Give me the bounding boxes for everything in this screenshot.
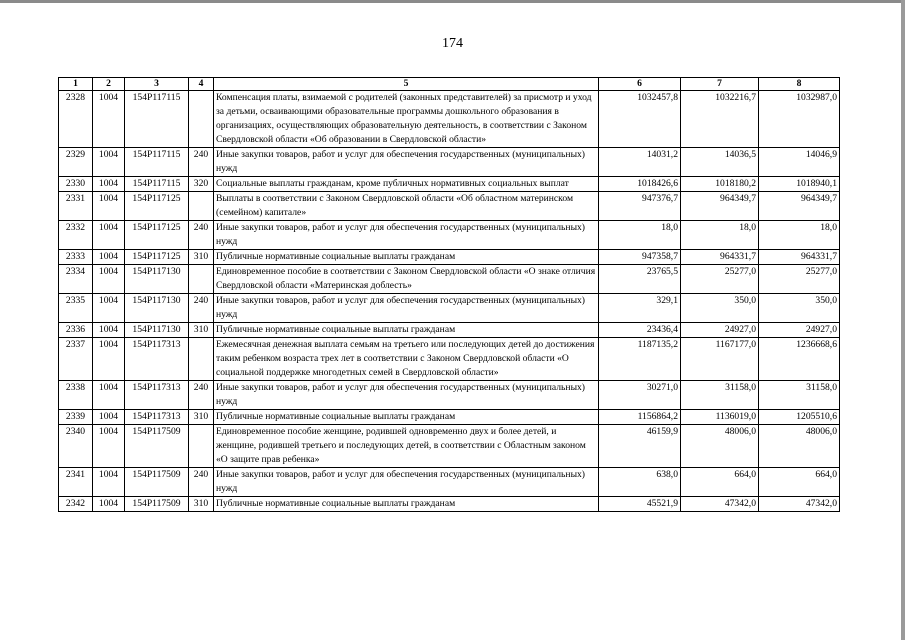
amount-col8-cell: 18,0 [759,221,840,250]
amount-col8-cell: 48006,0 [759,425,840,468]
section-code-cell: 1004 [93,294,125,323]
column-header: 6 [599,78,681,91]
expense-type-cell: 310 [189,410,214,425]
description-cell: Иные закупки товаров, работ и услуг для обеспечения государственных (муниципальных) нужд [214,148,599,177]
expense-type-cell: 240 [189,381,214,410]
table-row [59,323,840,338]
row-number-cell: 2336 [59,323,93,338]
amount-col6-cell: 1187135,2 [599,338,681,381]
amount-col8-cell: 24927,0 [759,323,840,338]
amount-col8-cell: 1032987,0 [759,91,840,148]
description-cell: Иные закупки товаров, работ и услуг для обеспечения государственных (муниципальных) нужд [214,468,599,497]
expense-type-cell [189,265,214,294]
expense-type-cell: 310 [189,250,214,265]
row-number-cell: 2328 [59,91,93,148]
row-number-cell: 2331 [59,192,93,221]
section-code-cell: 1004 [93,192,125,221]
expense-type-cell [189,91,214,148]
amount-col6-cell: 1032457,8 [599,91,681,148]
target-article-cell: 154P117125 [125,192,189,221]
target-article-cell: 154P117130 [125,265,189,294]
section-code-cell: 1004 [93,91,125,148]
expense-type-cell: 240 [189,468,214,497]
description-cell: Иные закупки товаров, работ и услуг для обеспечения государственных (муниципальных) нужд [214,381,599,410]
amount-col6-cell: 46159,9 [599,425,681,468]
budget-table [58,77,840,512]
table-row [59,265,840,294]
row-number-cell: 2338 [59,381,93,410]
page-number: 174 [442,36,463,51]
table-body [59,91,840,512]
section-code-cell: 1004 [93,410,125,425]
description-cell: Выплаты в соответствии с Законом Свердловской области «Об областном материнском (семейном) капитале» [214,192,599,221]
amount-col8-cell: 350,0 [759,294,840,323]
target-article-cell: 154P117115 [125,91,189,148]
expense-type-cell: 320 [189,177,214,192]
row-number-cell: 2334 [59,265,93,294]
section-code-cell: 1004 [93,148,125,177]
table-row [59,250,840,265]
amount-col8-cell: 1205510,6 [759,410,840,425]
amount-col7-cell: 18,0 [681,221,759,250]
table-row [59,91,840,148]
expense-type-cell [189,425,214,468]
description-cell: Единовременное пособие в соответствии с Законом Свердловской области «О знаке отличия Свердловской области «Материнская доблесть» [214,265,599,294]
section-code-cell: 1004 [93,381,125,410]
column-header: 1 [59,78,93,91]
table-row [59,338,840,381]
amount-col7-cell: 1032216,7 [681,91,759,148]
amount-col6-cell: 23765,5 [599,265,681,294]
expense-type-cell [189,338,214,381]
row-number-cell: 2340 [59,425,93,468]
target-article-cell: 154P117313 [125,381,189,410]
table-row [59,177,840,192]
amount-col6-cell: 30271,0 [599,381,681,410]
amount-col8-cell: 1018940,1 [759,177,840,192]
amount-col8-cell: 964349,7 [759,192,840,221]
row-number-cell: 2333 [59,250,93,265]
amount-col6-cell: 1018426,6 [599,177,681,192]
expense-type-cell: 310 [189,497,214,512]
amount-col7-cell: 1018180,2 [681,177,759,192]
target-article-cell: 154P117125 [125,221,189,250]
row-number-cell: 2339 [59,410,93,425]
target-article-cell: 154P117115 [125,177,189,192]
section-code-cell: 1004 [93,468,125,497]
table-row [59,192,840,221]
expense-type-cell: 310 [189,323,214,338]
table-row [59,425,840,468]
expense-type-cell: 240 [189,221,214,250]
description-cell: Публичные нормативные социальные выплаты гражданам [214,410,599,425]
expense-type-cell: 240 [189,294,214,323]
expense-type-cell [189,192,214,221]
column-header: 2 [93,78,125,91]
column-header: 5 [214,78,599,91]
amount-col6-cell: 23436,4 [599,323,681,338]
amount-col8-cell: 664,0 [759,468,840,497]
target-article-cell: 154P117509 [125,468,189,497]
column-header: 8 [759,78,840,91]
target-article-cell: 154P117125 [125,250,189,265]
section-code-cell: 1004 [93,323,125,338]
description-cell: Социальные выплаты гражданам, кроме публичных нормативных социальных выплат [214,177,599,192]
description-cell: Публичные нормативные социальные выплаты гражданам [214,250,599,265]
target-article-cell: 154P117115 [125,148,189,177]
expense-type-cell: 240 [189,148,214,177]
table-row [59,148,840,177]
amount-col8-cell: 964331,7 [759,250,840,265]
description-cell: Ежемесячная денежная выплата семьям на третьего или последующих детей до достижения таким ребенком возраста трех лет в соответствии с Законом Свердловской области «О социальной поддержке многодетных семей в Свердловской области» [214,338,599,381]
amount-col7-cell: 48006,0 [681,425,759,468]
description-cell: Иные закупки товаров, работ и услуг для обеспечения государственных (муниципальных) нужд [214,221,599,250]
amount-col7-cell: 1136019,0 [681,410,759,425]
target-article-cell: 154P117509 [125,497,189,512]
amount-col7-cell: 47342,0 [681,497,759,512]
column-header: 7 [681,78,759,91]
amount-col8-cell: 14046,9 [759,148,840,177]
section-code-cell: 1004 [93,265,125,294]
amount-col8-cell: 31158,0 [759,381,840,410]
table-row [59,410,840,425]
section-code-cell: 1004 [93,338,125,381]
section-code-cell: 1004 [93,221,125,250]
table-row [59,294,840,323]
column-header: 3 [125,78,189,91]
row-number-cell: 2337 [59,338,93,381]
amount-col7-cell: 964331,7 [681,250,759,265]
amount-col6-cell: 329,1 [599,294,681,323]
amount-col6-cell: 638,0 [599,468,681,497]
table-row [59,381,840,410]
scan-border-right [901,0,905,640]
amount-col7-cell: 1167177,0 [681,338,759,381]
amount-col6-cell: 947376,7 [599,192,681,221]
amount-col8-cell: 1236668,6 [759,338,840,381]
amount-col6-cell: 18,0 [599,221,681,250]
row-number-cell: 2342 [59,497,93,512]
target-article-cell: 154P117130 [125,323,189,338]
section-code-cell: 1004 [93,177,125,192]
section-code-cell: 1004 [93,250,125,265]
description-cell: Компенсация платы, взимаемой с родителей (законных представителей) за присмотр и уход за детьми, осваивающими образовательные программы дошкольного образования в организациях, осуществляющих образовательную деятельность, в соответствии с Законом Свердловской области «Об образовании в Свердловской области» [214,91,599,148]
description-cell: Иные закупки товаров, работ и услуг для обеспечения государственных (муниципальных) нужд [214,294,599,323]
target-article-cell: 154P117130 [125,294,189,323]
target-article-cell: 154P117313 [125,410,189,425]
amount-col6-cell: 14031,2 [599,148,681,177]
amount-col7-cell: 24927,0 [681,323,759,338]
amount-col7-cell: 964349,7 [681,192,759,221]
description-cell: Публичные нормативные социальные выплаты гражданам [214,323,599,338]
amount-col8-cell: 25277,0 [759,265,840,294]
amount-col6-cell: 947358,7 [599,250,681,265]
row-number-cell: 2330 [59,177,93,192]
table-row [59,221,840,250]
amount-col6-cell: 45521,9 [599,497,681,512]
column-header: 4 [189,78,214,91]
table-row [59,497,840,512]
amount-col6-cell: 1156864,2 [599,410,681,425]
row-number-cell: 2332 [59,221,93,250]
amount-col7-cell: 25277,0 [681,265,759,294]
amount-col7-cell: 14036,5 [681,148,759,177]
table-row [59,468,840,497]
table-header-row [59,78,840,91]
amount-col7-cell: 350,0 [681,294,759,323]
section-code-cell: 1004 [93,497,125,512]
scan-border-top [0,0,905,3]
amount-col7-cell: 664,0 [681,468,759,497]
section-code-cell: 1004 [93,425,125,468]
amount-col8-cell: 47342,0 [759,497,840,512]
description-cell: Публичные нормативные социальные выплаты гражданам [214,497,599,512]
row-number-cell: 2329 [59,148,93,177]
target-article-cell: 154P117509 [125,425,189,468]
row-number-cell: 2335 [59,294,93,323]
description-cell: Единовременное пособие женщине, родившей одновременно двух и более детей, и женщине, родившей третьего и последующих детей, в соответствии с Областным законом «О защите прав ребенка» [214,425,599,468]
amount-col7-cell: 31158,0 [681,381,759,410]
target-article-cell: 154P117313 [125,338,189,381]
row-number-cell: 2341 [59,468,93,497]
